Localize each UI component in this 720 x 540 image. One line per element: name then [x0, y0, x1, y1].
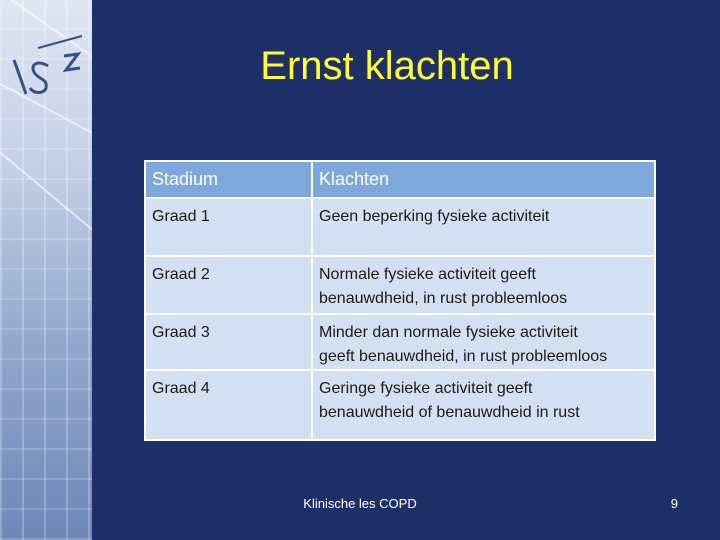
complaint-cell: [312, 314, 655, 370]
severity-table: [144, 160, 656, 441]
complaint-cell: [312, 256, 655, 314]
complaint-line: Normale fysieke activiteit geeft: [319, 266, 536, 283]
side-decoration-panel: [0, 0, 92, 540]
table-row: [145, 256, 655, 314]
stage-cell: [145, 256, 312, 314]
header-stadium: Stadium: [145, 161, 312, 198]
table-row: [145, 314, 655, 370]
complaint-line: benauwdheid of benauwdheid in rust: [319, 404, 580, 421]
complaint-cell: [312, 370, 655, 440]
table-header-row: [145, 161, 655, 198]
logo-icon: [8, 34, 86, 98]
stage-label: Graad 4: [152, 380, 210, 397]
complaint-text: Geen beperking fysieke activiteit: [319, 208, 550, 225]
page-number: 9: [670, 496, 678, 511]
footer-text: Klinische les COPD: [303, 496, 417, 511]
complaint-cell: [312, 198, 655, 256]
table-row: [145, 370, 655, 440]
stage-cell: [145, 314, 312, 370]
stage-label: Graad 1: [152, 208, 210, 225]
table-row: [145, 198, 655, 256]
complaint-line: benauwdheid, in rust probleemloos: [319, 290, 568, 307]
complaint-line: Minder dan normale fysieke activiteit: [319, 324, 578, 341]
stage-label: Graad 2: [152, 266, 210, 283]
slide-title: Ernst klachten: [260, 44, 514, 88]
header-klachten: Klachten: [312, 161, 655, 198]
stage-label: Graad 3: [152, 324, 210, 341]
stage-cell: [145, 370, 312, 440]
complaint-line: geeft benauwdheid, in rust probleemloos: [319, 348, 608, 365]
stage-cell: [145, 198, 312, 256]
complaint-line: Geringe fysieke activiteit geeft: [319, 380, 533, 397]
